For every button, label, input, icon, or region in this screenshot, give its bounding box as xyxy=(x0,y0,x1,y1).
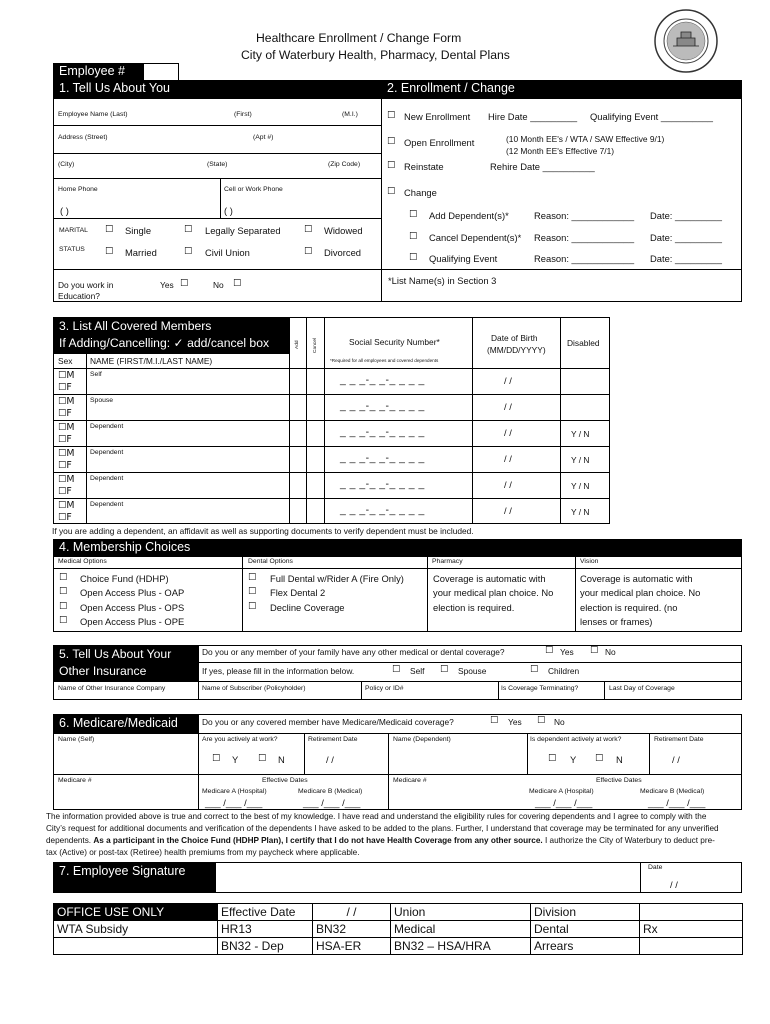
disabled-yn[interactable]: Y / N xyxy=(571,481,590,491)
add-dependent-date[interactable]: Date: _________ xyxy=(650,210,722,221)
office-cell: BN32 - Dep xyxy=(218,938,313,955)
disabled-header: Disabled xyxy=(567,338,600,348)
dep-active-no-label: N xyxy=(616,754,623,765)
apt-label: (Apt #) xyxy=(253,134,274,141)
divorced-checkbox[interactable]: ☐ xyxy=(304,246,313,257)
married-checkbox[interactable]: ☐ xyxy=(105,246,114,257)
reinstate-label: Reinstate xyxy=(404,161,444,172)
office-cell xyxy=(54,938,218,955)
dependent-retirement-label: Retirement Date xyxy=(654,736,704,743)
ssn-field[interactable]: _ _ _-_ _-_ _ _ _ xyxy=(340,453,425,464)
cancel-dependent-reason[interactable]: Reason: ____________ xyxy=(534,232,635,243)
medical-option-checkbox[interactable]: ☐ xyxy=(59,586,68,598)
widowed-checkbox[interactable]: ☐ xyxy=(304,224,313,235)
vision-text: election is required. (no xyxy=(580,601,678,613)
office-row xyxy=(54,904,743,921)
policy-id-label: Policy or ID# xyxy=(365,685,404,692)
office-cell: Dental xyxy=(531,921,640,938)
education-question-line2: Education? xyxy=(58,291,100,301)
actively-working-label: Are you actively at work? xyxy=(202,736,278,743)
home-phone-label: Home Phone xyxy=(58,186,98,193)
office-cell: Union xyxy=(391,904,531,921)
pharmacy-header: Pharmacy xyxy=(432,558,463,565)
other-insurance-company-label: Name of Other Insurance Company xyxy=(58,685,166,692)
sex-female-checkbox[interactable]: ☐F xyxy=(58,408,72,419)
sex-male-checkbox[interactable]: ☐M xyxy=(58,448,75,459)
last-day-coverage-label: Last Day of Coverage xyxy=(609,685,675,692)
self-checkbox[interactable]: ☐ xyxy=(392,664,401,675)
qualifying-event-date[interactable]: Date: _________ xyxy=(650,253,722,264)
status-label: STATUS xyxy=(59,246,85,253)
children-checkbox[interactable]: ☐ xyxy=(530,664,539,675)
medical-option-label: Open Access Plus - OPE xyxy=(80,615,185,627)
qualifying-event-field[interactable]: Qualifying Event __________ xyxy=(590,111,714,122)
qualifying-event-checkbox[interactable]: ☐ xyxy=(409,252,418,263)
vision-text: lenses or frames) xyxy=(580,615,653,627)
dob-field[interactable]: / / xyxy=(504,401,512,412)
medical-options-header: Medical Options xyxy=(58,558,107,565)
office-cell xyxy=(640,938,743,955)
divorced-label: Divorced xyxy=(324,247,361,258)
dep-retirement-field[interactable]: / / xyxy=(672,754,680,765)
civil-union-checkbox[interactable]: ☐ xyxy=(184,246,193,257)
sex-male-checkbox[interactable]: ☐M xyxy=(58,422,75,433)
dob-field[interactable]: / / xyxy=(504,375,512,386)
self-active-no-checkbox[interactable]: ☐ xyxy=(258,753,267,764)
last-name-label: Employee Name (Last) xyxy=(58,111,128,118)
dep-active-no-checkbox[interactable]: ☐ xyxy=(595,753,604,764)
dental-option-label: Decline Coverage xyxy=(270,601,345,613)
dental-option-checkbox[interactable]: ☐ xyxy=(248,586,257,598)
sex-female-checkbox[interactable]: ☐F xyxy=(58,460,72,471)
other-coverage-yes-checkbox[interactable]: ☐ xyxy=(545,645,554,656)
section2-box xyxy=(381,98,742,302)
medicare-yes-label: Yes xyxy=(508,717,522,727)
office-cell: HSA-ER xyxy=(313,938,391,955)
sex-male-checkbox[interactable]: ☐M xyxy=(58,500,75,511)
office-cell: HR13 xyxy=(218,921,313,938)
dental-options-header: Dental Options xyxy=(248,558,293,565)
marital-label: MARITAL xyxy=(59,227,88,234)
name-header: NAME (FIRST/M.I./LAST NAME) xyxy=(90,356,213,366)
signature-date-field[interactable]: / / xyxy=(670,879,678,890)
section5-title: 5. Tell Us About Your xyxy=(59,647,172,661)
ssn-field[interactable]: _ _ _-_ _-_ _ _ _ xyxy=(340,427,425,438)
office-cell: BN32 – HSA/HRA xyxy=(391,938,531,955)
sex-female-checkbox[interactable]: ☐F xyxy=(58,486,72,497)
office-cell: WTA Subsidy xyxy=(54,921,218,938)
cancel-box[interactable] xyxy=(307,395,323,419)
signature-date-label: Date xyxy=(648,864,663,871)
new-enrollment-checkbox[interactable]: ☐ xyxy=(387,110,396,121)
dep-active-yes-label: Y xyxy=(570,754,577,765)
qualifying-event-reason[interactable]: Reason: ____________ xyxy=(534,253,635,264)
dental-option-label: Flex Dental 2 xyxy=(270,587,326,599)
cancel-box[interactable] xyxy=(307,473,323,497)
ssn-header: Social Security Number* xyxy=(349,337,440,347)
change-label: Change xyxy=(404,187,437,198)
cancel-box[interactable] xyxy=(307,447,323,471)
section1-title: 1. Tell Us About You xyxy=(53,80,381,98)
member-row-label: Dependent xyxy=(90,475,124,482)
section6-box xyxy=(53,714,742,810)
add-box[interactable] xyxy=(290,421,305,445)
dob-header-line1: Date of Birth xyxy=(491,333,538,343)
widowed-label: Widowed xyxy=(324,225,363,236)
section7-title: 7. Employee Signature xyxy=(53,862,216,892)
dental-option-checkbox[interactable]: ☐ xyxy=(248,572,257,583)
add-dependent-label: Add Dependent(s)* xyxy=(429,210,509,221)
mi-label: (M.I.) xyxy=(342,111,358,118)
city-label: (City) xyxy=(58,161,75,168)
section6-title: 6. Medicare/Medicaid xyxy=(53,714,198,733)
medical-option-checkbox[interactable]: ☐ xyxy=(59,572,68,583)
dob-field[interactable]: / / xyxy=(504,505,512,516)
name-self-label: Name (Self) xyxy=(58,736,95,743)
member-row-label: Dependent xyxy=(90,423,124,430)
children-label: Children xyxy=(548,666,580,676)
employee-number-field[interactable] xyxy=(143,63,179,81)
add-column-header: Add xyxy=(295,340,300,349)
add-dependent-checkbox[interactable]: ☐ xyxy=(409,209,418,220)
section3-subtitle: If Adding/Cancelling: ✓ add/cancel box xyxy=(59,336,270,350)
office-cell: OFFICE USE ONLY xyxy=(54,904,218,921)
street-label: Address (Street) xyxy=(58,134,108,141)
single-checkbox[interactable]: ☐ xyxy=(105,224,114,235)
reinstate-checkbox[interactable]: ☐ xyxy=(387,160,396,171)
medicare-a-label: Medicare A (Hospital) xyxy=(202,788,267,795)
certification-text: The information provided above is true and correct to the best of my knowledge. I have read and understand the eligibility rules for covering dependents and I agree to comply with the City’s request for additional documents and verification of the dependents I have asked to be added to the plans. Further, I understand that coverage may be terminated for any unverified dependents. As a participant in the Choice Fund (HDHP Plan), I certify that I do not have Health Coverage from any other source. I authorize the City of Waterbury to deduct pre-tax (Active) or post-tax (Retiree) health premiums from my paycheck where applicable. xyxy=(46,812,719,857)
cancel-dependent-checkbox[interactable]: ☐ xyxy=(409,231,418,242)
office-use-table xyxy=(53,903,743,955)
vision-header: Vision xyxy=(580,558,599,565)
dep-effective-dates-label: Effective Dates xyxy=(596,777,642,784)
section3-title: 3. List All Covered Members xyxy=(59,319,212,333)
office-cell: Arrears xyxy=(531,938,640,955)
education-no-label: No xyxy=(213,280,224,290)
spouse-label: Spouse xyxy=(458,666,487,676)
section2-title: 2. Enrollment / Change xyxy=(381,80,742,98)
education-yes-label: Yes xyxy=(160,280,174,290)
city-seal-logo xyxy=(653,8,719,74)
form-subtitle: City of Waterbury Health, Pharmacy, Dental Plans xyxy=(241,48,510,62)
ssn-note: *Required for all employees and covered dependents xyxy=(330,358,439,363)
office-cell: / / xyxy=(313,904,391,921)
subscriber-label: Name of Subscriber (Policyholder) xyxy=(202,685,306,692)
add-box[interactable] xyxy=(290,395,305,419)
dob-field[interactable]: / / xyxy=(504,479,512,490)
add-box[interactable] xyxy=(290,499,305,523)
medicare-number-label: Medicare # xyxy=(58,777,92,784)
dental-option-label: Full Dental w/Rider A (Fire Only) xyxy=(270,573,404,584)
medicare-b-date[interactable]: ___ /___ /___ xyxy=(303,797,361,808)
sex-header: Sex xyxy=(58,356,73,366)
state-label: (State) xyxy=(207,161,228,168)
education-no-checkbox[interactable]: ☐ xyxy=(233,278,242,289)
medical-option-label: Choice Fund (HDHP) xyxy=(80,573,169,584)
office-cell: Division xyxy=(531,904,640,921)
cancel-dependent-date[interactable]: Date: _________ xyxy=(650,232,722,243)
dep-medicare-a-date[interactable]: ___ /___ /___ xyxy=(535,797,593,808)
sex-female-checkbox[interactable]: ☐F xyxy=(58,512,72,523)
cancel-box[interactable] xyxy=(307,369,323,393)
disabled-yn[interactable]: Y / N xyxy=(571,455,590,465)
twelve-month-note: (12 Month EE's Effective 7/1) xyxy=(506,146,615,156)
dob-field[interactable]: / / xyxy=(504,453,512,464)
dep-medicare-b-label: Medicare B (Medical) xyxy=(640,788,705,795)
new-enrollment-label: New Enrollment xyxy=(404,111,471,122)
ssn-field[interactable]: _ _ _-_ _-_ _ _ _ xyxy=(340,401,425,412)
home-phone-field[interactable]: ( ) xyxy=(60,205,69,216)
pharmacy-text: election is required. xyxy=(433,601,515,613)
self-label: Self xyxy=(410,666,425,676)
dob-header-line2: (MM/DD/YYYY) xyxy=(487,345,546,355)
member-row-label: Dependent xyxy=(90,449,124,456)
ssn-field[interactable]: _ _ _-_ _-_ _ _ _ xyxy=(340,479,425,490)
other-coverage-question: Do you or any member of your family have any other medical or dental coverage? xyxy=(202,647,505,657)
dep-active-yes-checkbox[interactable]: ☐ xyxy=(548,753,557,764)
office-cell: Rx xyxy=(640,921,743,938)
other-coverage-no-label: No xyxy=(605,647,616,657)
sex-male-checkbox[interactable]: ☐M xyxy=(58,370,75,381)
vision-text: your medical plan choice. No xyxy=(580,587,701,599)
dep-medicare-number-label: Medicare # xyxy=(393,777,427,784)
other-coverage-no-checkbox[interactable]: ☐ xyxy=(590,645,599,656)
dob-field[interactable]: / / xyxy=(504,427,512,438)
section1-box xyxy=(53,98,382,302)
add-box[interactable] xyxy=(290,369,305,393)
disabled-yn[interactable]: Y / N xyxy=(571,429,590,439)
medicare-b-label: Medicare B (Medical) xyxy=(298,788,363,795)
rehire-date-field[interactable]: Rehire Date __________ xyxy=(490,161,595,172)
legally-separated-label: Legally Separated xyxy=(205,225,281,236)
effective-dates-label: Effective Dates xyxy=(262,777,308,784)
add-box[interactable] xyxy=(290,473,305,497)
office-cell: Effective Date xyxy=(218,904,313,921)
cell-phone-label: Cell or Work Phone xyxy=(224,186,283,193)
medicare-question: Do you or any covered member have Medicare/Medicaid coverage? xyxy=(202,717,454,727)
cancel-dependent-label: Cancel Dependent(s)* xyxy=(429,232,522,243)
open-enrollment-checkbox[interactable]: ☐ xyxy=(387,136,396,147)
education-question-line1: Do you work in xyxy=(58,280,114,290)
self-active-no-label: N xyxy=(278,754,285,765)
dependent-active-label: Is dependent actively at work? xyxy=(530,736,622,743)
zip-label: (Zip Code) xyxy=(328,161,361,168)
married-label: Married xyxy=(125,247,157,258)
medicare-yes-checkbox[interactable]: ☐ xyxy=(490,715,499,726)
list-names-note: *List Name(s) in Section 3 xyxy=(388,275,497,286)
civil-union-label: Civil Union xyxy=(205,247,250,258)
legally-separated-checkbox[interactable]: ☐ xyxy=(184,224,193,235)
pharmacy-text: Coverage is automatic with xyxy=(433,573,546,584)
coverage-terminating-label: Is Coverage Terminating? xyxy=(501,685,579,692)
self-active-yes-checkbox[interactable]: ☐ xyxy=(212,753,221,764)
fill-info-note: If yes, please fill in the information below. xyxy=(202,666,355,676)
member-row-label: Spouse xyxy=(90,397,114,404)
vision-text: Coverage is automatic with xyxy=(580,573,693,584)
signature-field[interactable] xyxy=(217,863,640,892)
self-retirement-field[interactable]: / / xyxy=(326,754,334,765)
dental-option-checkbox[interactable]: ☐ xyxy=(248,600,257,612)
office-cell: BN32 xyxy=(313,921,391,938)
other-coverage-yes-label: Yes xyxy=(560,647,574,657)
medicare-a-date[interactable]: ___ /___ /___ xyxy=(205,797,263,808)
office-cell: Medical xyxy=(391,921,531,938)
ssn-field[interactable]: _ _ _-_ _-_ _ _ _ xyxy=(340,505,425,516)
form-title: Healthcare Enrollment / Change Form xyxy=(256,31,462,45)
single-label: Single xyxy=(125,225,152,236)
employee-number-label: Employee # xyxy=(53,63,143,80)
medicare-no-label: No xyxy=(554,717,565,727)
add-box[interactable] xyxy=(290,447,305,471)
self-active-yes-label: Y xyxy=(232,754,239,765)
ten-month-note: (10 Month EE's / WTA / SAW Effective 9/1) xyxy=(506,134,665,144)
ssn-field[interactable]: _ _ _-_ _-_ _ _ _ xyxy=(340,375,425,386)
dep-medicare-b-date[interactable]: ___ /___ /___ xyxy=(648,797,706,808)
medical-option-checkbox[interactable]: ☐ xyxy=(59,600,68,612)
spouse-checkbox[interactable]: ☐ xyxy=(440,664,449,675)
add-dependent-reason[interactable]: Reason: ____________ xyxy=(534,210,635,221)
dependent-affidavit-note: If you are adding a dependent, an affidavit as well as supporting documents to verify dependent must be included. xyxy=(52,526,474,536)
office-cell xyxy=(640,904,743,921)
disabled-yn[interactable]: Y / N xyxy=(571,507,590,517)
first-name-label: (First) xyxy=(234,111,252,118)
sex-female-checkbox[interactable]: ☐F xyxy=(58,382,72,393)
pharmacy-text: your medical plan choice. No xyxy=(433,587,554,599)
office-row xyxy=(54,921,743,938)
sex-female-checkbox[interactable]: ☐F xyxy=(58,434,72,445)
name-dependent-label: Name (Dependent) xyxy=(393,736,451,743)
cancel-box[interactable] xyxy=(307,499,323,523)
hire-date-field[interactable]: Hire Date _________ xyxy=(488,111,578,122)
qualifying-event-label: Qualifying Event xyxy=(429,253,498,264)
member-row-label: Self xyxy=(90,371,102,378)
medicare-no-checkbox[interactable]: ☐ xyxy=(537,715,546,726)
section4-title: 4. Membership Choices xyxy=(53,539,742,556)
cell-phone-field[interactable]: ( ) xyxy=(224,205,233,216)
sex-male-checkbox[interactable]: ☐M xyxy=(58,474,75,485)
medical-option-label: Open Access Plus - OPS xyxy=(80,601,185,613)
open-enrollment-label: Open Enrollment xyxy=(404,137,475,148)
medical-option-label: Open Access Plus - OAP xyxy=(80,587,185,599)
member-row-label: Dependent xyxy=(90,501,124,508)
medical-option-checkbox[interactable]: ☐ xyxy=(59,614,68,626)
office-row xyxy=(54,938,743,955)
sex-male-checkbox[interactable]: ☐M xyxy=(58,396,75,407)
retirement-date-label: Retirement Date xyxy=(308,736,358,743)
cancel-box[interactable] xyxy=(307,421,323,445)
cancel-column-header: Cancel xyxy=(313,338,318,353)
name-field[interactable] xyxy=(54,120,381,125)
education-yes-checkbox[interactable]: ☐ xyxy=(180,278,189,289)
dep-medicare-a-label: Medicare A (Hospital) xyxy=(529,788,594,795)
section5-subtitle: Other Insurance xyxy=(59,664,147,678)
change-checkbox[interactable]: ☐ xyxy=(387,186,396,197)
